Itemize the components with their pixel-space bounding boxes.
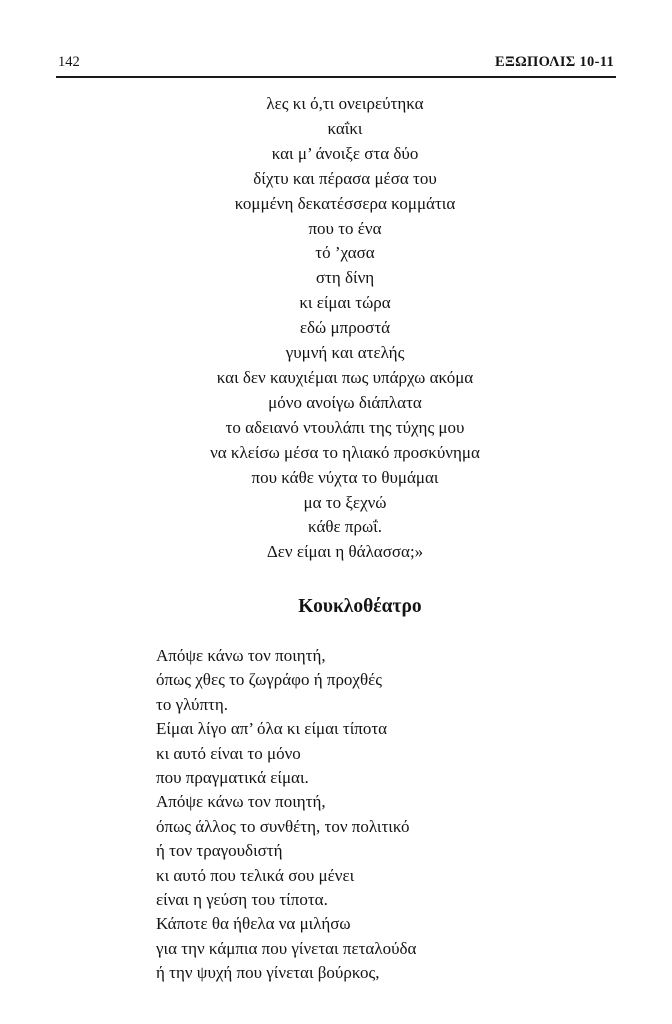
poem-line: Απόψε κάνω τον ποιητή,	[156, 792, 326, 812]
poem-line: που το ένα	[308, 218, 382, 238]
poem-line: το αδειανό ντουλάπι της τύχης μου	[225, 417, 465, 437]
poem-line: στη δίνη	[315, 268, 375, 288]
running-head: ΕΞΩΠΟΛΙΣ 10-11	[495, 54, 614, 70]
poem-line: μα το ξεχνώ	[303, 492, 387, 512]
poem-line: το γλύπτη.	[156, 694, 229, 714]
poem-line: Κάποτε θα ήθελα να μιλήσω	[156, 914, 351, 934]
poem-line: για την κάμπια που γίνεται πεταλούδα	[156, 938, 417, 958]
poem-line: κι είμαι τώρα	[299, 293, 391, 313]
poem-line: που πραγματικά είμαι.	[156, 768, 309, 788]
poem-line: Απόψε κάνω τον ποιητή,	[156, 646, 326, 665]
poem-line: όπως χθες το ζωγράφο ή προχθές	[156, 670, 382, 690]
poem-line: εδώ μπροστά	[299, 318, 391, 338]
poem-line: καΐκι	[327, 118, 363, 138]
poem-line: κομμένη δεκατέσσερα κομμάτια	[234, 193, 456, 213]
poem-line: να κλείσω μέσα το ηλιακό προσκύνημα	[210, 442, 480, 462]
poem-line: ή τον τραγουδιστή	[156, 841, 283, 861]
poem-line: κάθε πρωΐ.	[308, 517, 382, 537]
poem-line: είναι η γεύση του τίποτα.	[156, 890, 328, 910]
poem-line: κι αυτό είναι το μόνο	[156, 743, 301, 763]
poem-line: δίχτυ και πέρασα μέσα του	[253, 168, 437, 188]
poem-line: Δεν είμαι η θάλασσα;»	[266, 542, 424, 562]
poem-body	[156, 644, 576, 986]
poem-line: και δεν καυχιέμαι πως υπάρχω ακόμα	[216, 367, 474, 387]
poem-title: Κουκλοθέατρο	[298, 596, 422, 617]
poem-continuation	[128, 92, 562, 565]
poem-line: τό ’χασα	[315, 243, 375, 263]
poem-line: γυμνή και ατελής	[285, 343, 405, 363]
poem-line: όπως άλλος το συνθέτη, τον πολιτικό	[156, 816, 410, 836]
poem-line: κι αυτό που τελικά σου μένει	[156, 865, 355, 885]
poem-line: που κάθε νύχτα το θυμάμαι	[251, 467, 439, 487]
poem-line: ή την ψυχή που γίνεται βούρκος,	[156, 963, 380, 983]
poem-line: Είμαι λίγο απ’ όλα κι είμαι τίποτα	[156, 719, 388, 739]
page-header	[58, 52, 614, 72]
poem-line: λες κι ό,τι ονειρεύτηκα	[266, 94, 424, 113]
poem-line: και μ’ άνοιξε στα δύο	[271, 143, 419, 163]
header-rule	[56, 76, 616, 78]
page-number: 142	[58, 54, 80, 70]
poem-line: μόνο ανοίγω διάπλατα	[268, 392, 422, 412]
